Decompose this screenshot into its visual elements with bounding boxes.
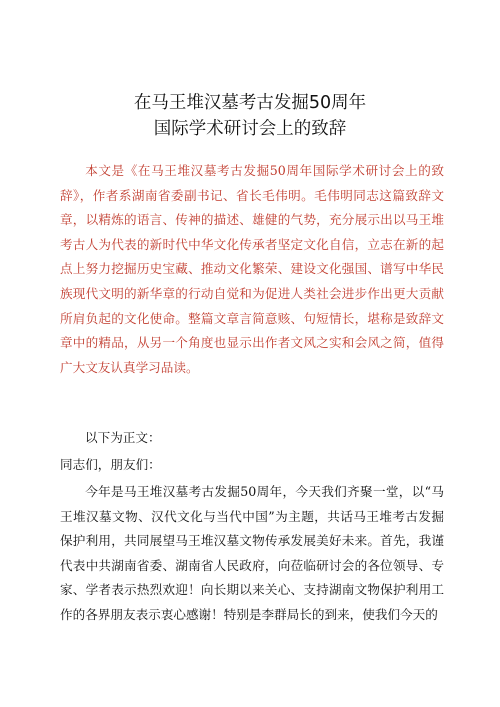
document-title bbox=[0, 90, 500, 142]
title-line-1: 在马王堆汉墓考古发掘50周年 bbox=[133, 93, 367, 113]
title-line-2: 国际学术研讨会上的致辞 bbox=[153, 119, 347, 139]
body-paragraph: 今年是马王堆汉墓考古发掘50周年，今天我们齐聚一堂，以“马王堆汉墓文物、汉代文化与当代中国”为主题，共话马王堆考古发掘保护利用，共同展望马王堆汉墓文物传承发展美好未来。首先，我谨代表中共湖南省委、湖南省人民政府，向莅临研讨会的各位领导、专家、学者表示热烈欢迎！向长期以来关心、支持湖南文物保护利用工作的各界朋友表示衷心感谢！特别是李群局长的到来，使我们今天的 bbox=[60, 484, 444, 622]
greeting: 同志们，朋友们： bbox=[60, 457, 161, 472]
main-text-label: 以下为正文： bbox=[85, 430, 161, 445]
intro-paragraph: 本文是《在马王堆汉墓考古发掘50周年国际学术研讨会上的致辞》，作者系湖南省委副书记、省长毛伟明。毛伟明同志这篇致辞文章，以精炼的语言、传神的描述、雄健的气势，充分展示出以马王堆考古人为代表的新时代中华文化传承者坚定文化自信，立志在新的起点上努力挖掘历史宝藏、推动文化繁荣、建设文化强国、谱写中华民族现代文明的新华章的行动自觉和为促进人类社会进步作出更大贡献所肩负起的文化使命。整篇文章言简意赅、句短情长，堪称是致辞文章中的精品，从另一个角度也显示出作者文风之实和会风之简，值得广大文友认真学习品读。 bbox=[60, 163, 444, 375]
